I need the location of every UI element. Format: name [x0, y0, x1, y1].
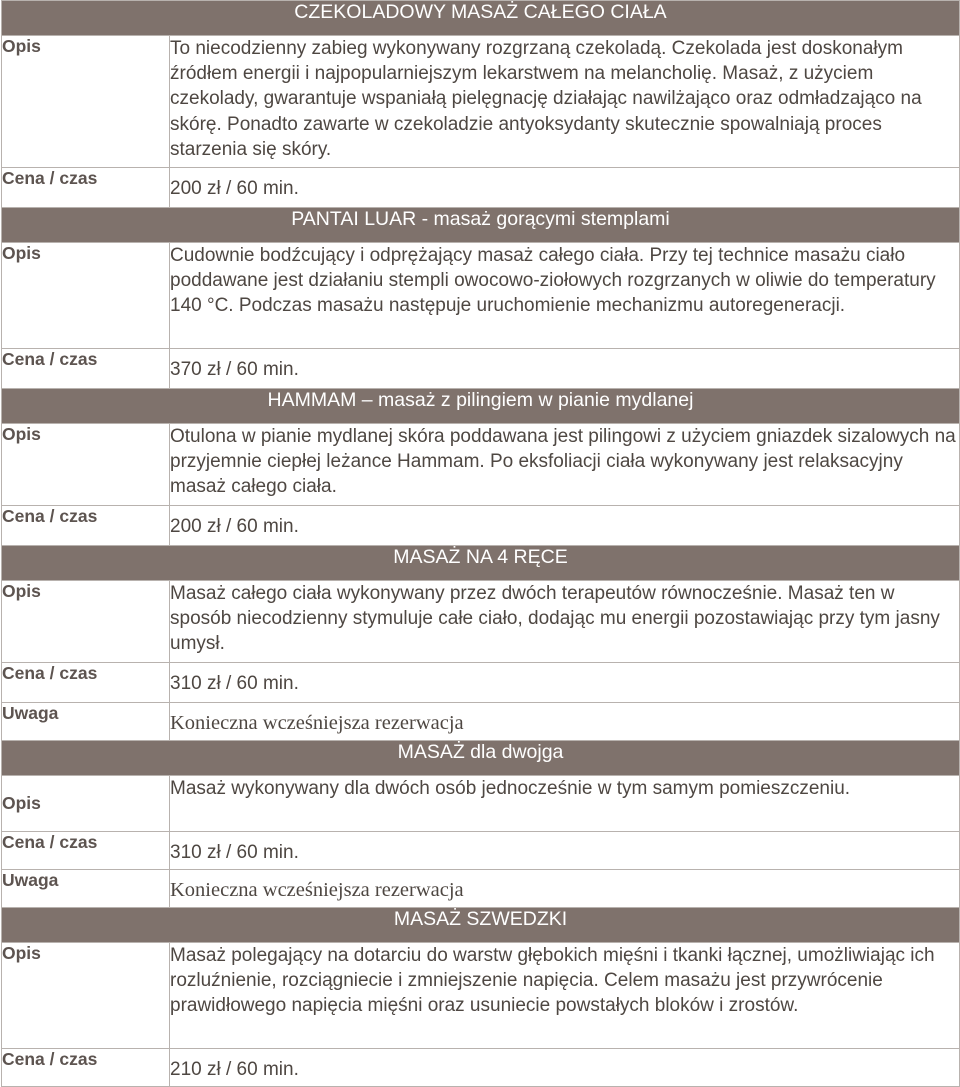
service-title: MASAŻ SZWEDZKI	[2, 908, 960, 943]
service-description: Cudownie bodźcujący i odprężający masaż całego ciała. Przy tej technice masażu ciało poddawane jest działaniu stempli owocowo-ziołowych rozgrzanych w oliwie do temperatury 140 °C. Podczas masażu następuje uruchomienie mechanizmu autoregeneracji.	[170, 243, 960, 349]
service-description: To niecodzienny zabieg wykonywany rozgrzaną czekoladą. Czekolada jest doskonałym źródłem energii i najpopularniejszym lekarstwem na melancholię. Masaż, z użyciem czekolady, gwarantuje wspaniałą pielęgnację działając nawilżająco oraz odmładzająco na skórę. Ponadto zawarte w czekoladzie antyoksydanty skutecznie spowalniają proces starzenia się skóry.	[170, 36, 960, 168]
service-description: Masaż wykonywany dla dwóch osób jednocześnie w tym samym pomieszczeniu.	[170, 776, 960, 832]
note-label: Uwaga	[2, 703, 170, 741]
description-label: Opis	[2, 776, 170, 832]
price-label: Cena / czas	[2, 1049, 170, 1087]
service-price: 210 zł / 60 min.	[170, 1049, 960, 1087]
note-row	[2, 870, 960, 908]
service-title: PANTAI LUAR - masaż gorącymi stemplami	[2, 208, 960, 243]
service-header	[2, 208, 960, 243]
service-price: 310 zł / 60 min.	[170, 663, 960, 703]
price-label: Cena / czas	[2, 663, 170, 703]
description-label: Opis	[2, 581, 170, 663]
price-label: Cena / czas	[2, 506, 170, 546]
price-row	[2, 663, 960, 703]
service-title: MASAŻ NA 4 RĘCE	[2, 546, 960, 581]
service-price: 310 zł / 60 min.	[170, 832, 960, 870]
service-note: Konieczna wcześniejsza rezerwacja	[170, 703, 960, 741]
price-row	[2, 506, 960, 546]
price-label: Cena / czas	[2, 168, 170, 208]
price-row	[2, 168, 960, 208]
service-title: HAMMAM – masaż z pilingiem w pianie mydlanej	[2, 389, 960, 424]
price-label: Cena / czas	[2, 832, 170, 870]
description-label: Opis	[2, 943, 170, 1049]
note-row	[2, 703, 960, 741]
service-header	[2, 908, 960, 943]
description-label: Opis	[2, 36, 170, 168]
description-label: Opis	[2, 424, 170, 506]
service-note: Konieczna wcześniejsza rezerwacja	[170, 870, 960, 908]
service-title: MASAŻ dla dwojga	[2, 741, 960, 776]
description-row	[2, 581, 960, 663]
description-row	[2, 424, 960, 506]
service-price: 200 zł / 60 min.	[170, 168, 960, 208]
description-row	[2, 776, 960, 832]
services-table	[1, 0, 960, 1087]
description-label: Opis	[2, 243, 170, 349]
price-row	[2, 1049, 960, 1087]
note-label: Uwaga	[2, 870, 170, 908]
price-row	[2, 832, 960, 870]
service-title: CZEKOLADOWY MASAŻ CAŁEGO CIAŁA	[2, 1, 960, 36]
service-description: Otulona w pianie mydlanej skóra poddawana jest pilingowi z użyciem gniazdek sizalowych na przyjemnie ciepłej leżance Hammam. Po eksfoliacji ciała wykonywany jest relaksacyjny masaż całego ciała.	[170, 424, 960, 506]
service-description: Masaż całego ciała wykonywany przez dwóch terapeutów równocześnie. Masaż ten w sposób niecodzienny stymuluje całe ciało, dodając mu energii pozostawiając przy tym jasny umysł.	[170, 581, 960, 663]
service-header	[2, 389, 960, 424]
service-header	[2, 1, 960, 36]
description-row	[2, 243, 960, 349]
service-price: 370 zł / 60 min.	[170, 349, 960, 389]
description-row	[2, 36, 960, 168]
service-header	[2, 741, 960, 776]
price-label: Cena / czas	[2, 349, 170, 389]
service-header	[2, 546, 960, 581]
service-price: 200 zł / 60 min.	[170, 506, 960, 546]
description-row	[2, 943, 960, 1049]
price-row	[2, 349, 960, 389]
service-description: Masaż polegający na dotarciu do warstw głębokich mięśni i tkanki łącznej, umożliwiając ich rozluźnienie, rozciągniecie i zmniejszenie napięcia. Celem masażu jest przywrócenie prawidłowego napięcia mięśni oraz usuniecie powstałych bloków i zrostów.	[170, 943, 960, 1049]
